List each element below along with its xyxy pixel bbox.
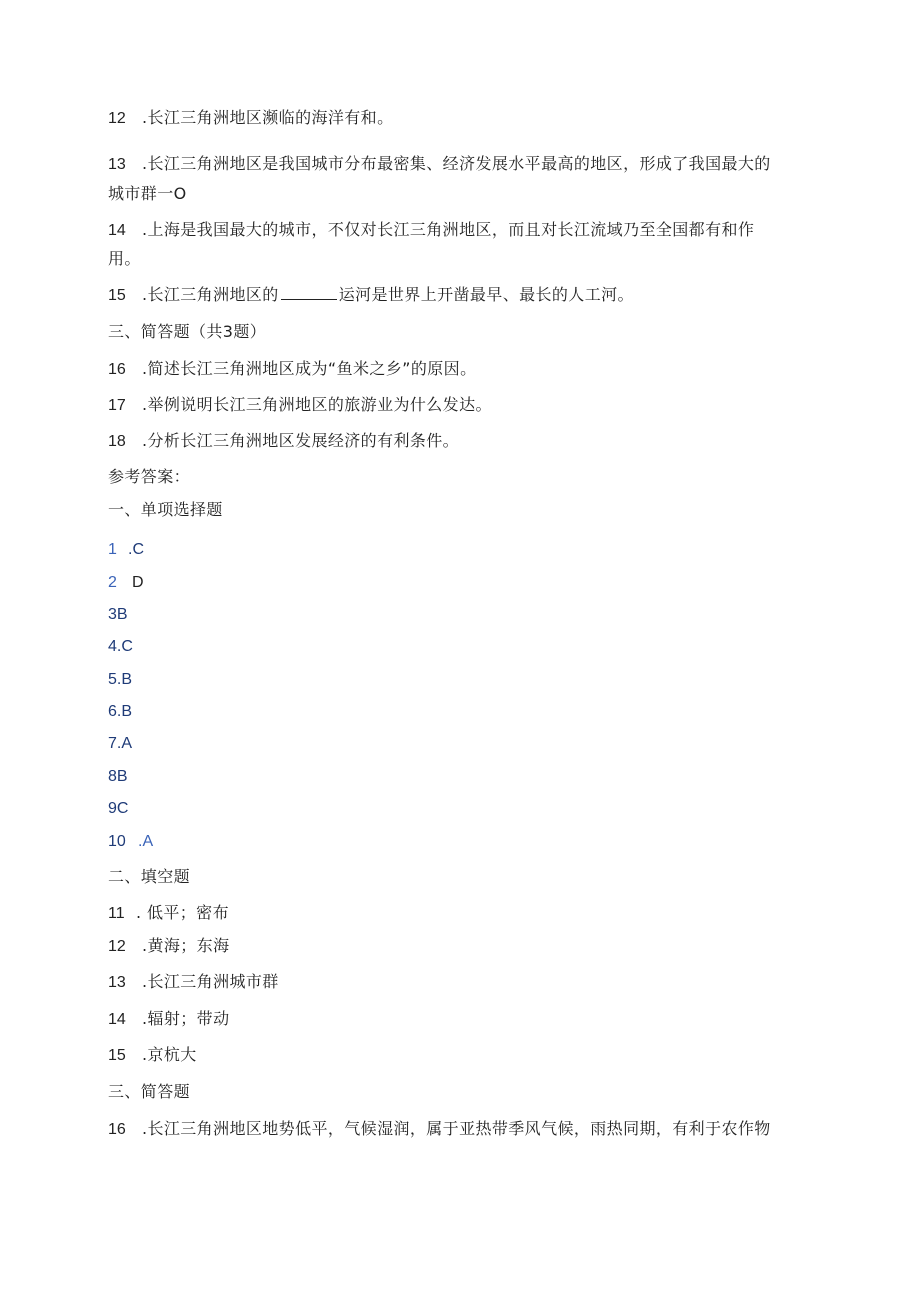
answer-number: 12: [108, 938, 126, 955]
question-text-continued: 用。: [108, 249, 141, 268]
fill-answer-12: [108, 936, 230, 957]
answer-value: .C: [128, 541, 144, 558]
question-text: .长江三角洲地区是我国城市分布最密集、经济发展水平最高的地区，形成了我国最大的: [142, 154, 771, 173]
answer-text: .京杭大: [142, 1045, 197, 1064]
choice-answer-6: [108, 701, 132, 722]
answer-text: .长江三角洲地区地势低平，气候湿润，属于亚热带季风气候，雨热同期，有利于农作物: [142, 1119, 771, 1138]
answer-value: .A: [138, 833, 154, 850]
fill-answer-13: [108, 972, 279, 993]
question-text: .长江三角洲地区濒临的海洋有和。: [142, 108, 394, 127]
choice-answer-3: [108, 604, 128, 625]
question-number: 16: [108, 361, 126, 378]
answer-value: D: [132, 574, 144, 591]
answer-number: 13: [108, 974, 126, 991]
choice-answer-2: [108, 572, 144, 593]
choice-answer-9: [108, 798, 128, 819]
answer-text: . 低平；密布: [136, 903, 229, 922]
answer-number: 11: [108, 905, 125, 922]
choice-answer-7: [108, 733, 132, 754]
choice-answer-5: [108, 669, 132, 690]
section-single-choice-title: [108, 500, 223, 520]
question-number: 14: [108, 222, 126, 239]
answer-label: 7.A: [108, 735, 133, 752]
question-text-before: .长江三角洲地区的: [142, 285, 279, 304]
section-title: 三、简答题（共3题）: [108, 322, 267, 341]
question-13: [108, 154, 771, 175]
ref-title: 参考答案：: [108, 467, 191, 486]
answer-text: .辐射；带动: [142, 1009, 230, 1028]
answer-label: 8B: [108, 768, 128, 785]
question-number: 12: [108, 110, 126, 127]
section-title: 一、单项选择题: [108, 500, 223, 519]
answer-label: 3B: [108, 606, 128, 623]
choice-answer-4: [108, 636, 133, 657]
question-14-continued: [108, 249, 141, 269]
answer-label: 6.B: [108, 703, 133, 720]
question-15: [108, 285, 634, 306]
question-18: [108, 431, 459, 452]
answer-number: 1: [108, 541, 117, 558]
answer-number: 15: [108, 1047, 126, 1064]
fill-answer-11: [108, 903, 229, 924]
question-17: [108, 395, 492, 416]
question-text: .分析长江三角洲地区发展经济的有利条件。: [142, 431, 460, 450]
section-short-answer-title: [108, 322, 266, 342]
question-14: [108, 220, 754, 241]
question-text-after: 运河是世界上开凿最早、最长的人工河。: [338, 285, 634, 304]
section-fill-blank-title: [108, 867, 190, 887]
question-text: .简述长江三角洲地区成为“鱼米之乡”的原因。: [142, 359, 477, 378]
question-13-continued: [108, 184, 187, 204]
question-number: 13: [108, 156, 126, 173]
fill-answer-14: [108, 1009, 230, 1030]
question-number: 18: [108, 433, 126, 450]
question-text-continued: 城市群一O: [108, 184, 187, 203]
answer-blank: [281, 285, 337, 300]
choice-answer-10: [108, 831, 153, 852]
choice-answer-8: [108, 766, 128, 787]
answer-label: 5.B: [108, 671, 133, 688]
short-answer-16: [108, 1119, 771, 1140]
answer-text: .长江三角洲城市群: [142, 972, 279, 991]
answer-number: 2: [108, 574, 117, 591]
section-short-answer-key-title: [108, 1082, 190, 1102]
section-title: 三、简答题: [108, 1082, 191, 1101]
question-number: 15: [108, 287, 126, 304]
question-text: .上海是我国最大的城市，不仅对长江三角洲地区，而且对长江流域乃至全国都有和作: [142, 220, 755, 239]
answer-text: .黄海；东海: [142, 936, 230, 955]
answer-number: 14: [108, 1011, 126, 1028]
answer-label: 9C: [108, 800, 129, 817]
answer-number: 16: [108, 1121, 126, 1138]
question-12: [108, 108, 394, 129]
choice-answer-1: [108, 539, 144, 560]
answer-label: 4.C: [108, 638, 133, 655]
answer-number: 10: [108, 833, 126, 850]
fill-answer-15: [108, 1045, 197, 1066]
question-text: .举例说明长江三角洲地区的旅游业为什么发达。: [142, 395, 492, 414]
question-number: 17: [108, 397, 126, 414]
section-title: 二、填空题: [108, 867, 191, 886]
question-16: [108, 359, 476, 380]
reference-answers-title: [108, 467, 190, 487]
